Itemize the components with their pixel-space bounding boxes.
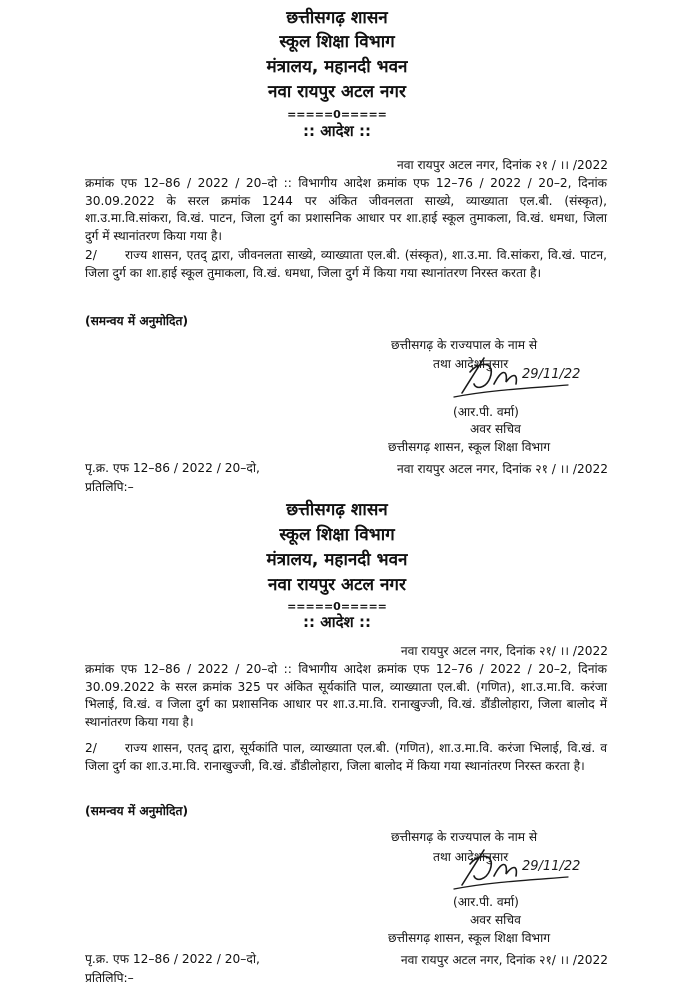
order-paragraph-1: क्रमांक एफ 12–86 / 2022 / 20–दो :: विभागीय आदेश क्रमांक एफ 12–76 / 2022 / 20–2, दिनांक 30.09.2022 के सरल क्रमांक 1244 पर अंकित जीवनलता साख्ये, व्याख्याता एल.बी. (संस्कृत), शा.उ.मा.वि.सांकरा, वि.खं. पाटन, जिला दुर्ग का प्रशासनिक आधार पर शा.हाई स्कूल तुमाकला, वि.खं. धमधा, जिला दुर्ग में स्थानांतरण किया गया है। <box>85 176 607 243</box>
signature-by-order: तथा आदेशानुसार <box>433 357 509 371</box>
header-government: छत्तीसगढ़ शासन <box>286 500 388 520</box>
paragraph-text: राज्य शासन, एतद् द्वारा, जीवनलता साख्ये, व्याख्याता एल.बी. (संस्कृत), शा.उ.मा. वि.सांकरा, वि.खं. पाटन, जिला दुर्ग का शा.हाई स्कूल तुमाकला, वि.खं. धमधा, जिला दुर्ग में किया गया स्थानांतरण निरस्त करता है। <box>85 248 607 280</box>
header-department: स्कूल शिक्षा विभाग <box>279 32 395 52</box>
place-date: नवा रायपुर अटल नगर, दिनांक २१ / ।। /2022 <box>396 158 608 172</box>
paragraph-number: 2/ <box>85 741 97 755</box>
handwritten-date: 29/11/22 <box>522 367 580 382</box>
approval-note: (समन्वय में अनुमोदित) <box>85 804 189 818</box>
order-title: :: आदेश :: <box>303 613 371 631</box>
signatory-department: छत्तीसगढ़ शासन, स्कूल शिक्षा विभाग <box>388 440 551 454</box>
order-paragraph-2 <box>85 247 607 282</box>
copy-to-label: प्रतिलिपि:– <box>85 971 134 985</box>
signature-by-name-of: छत्तीसगढ़ के राज्यपाल के नाम से <box>391 338 538 352</box>
place-date: नवा रायपुर अटल नगर, दिनांक २१/ ।। /2022 <box>400 644 608 658</box>
handwritten-signature <box>450 350 580 405</box>
copy-to-label: प्रतिलिपि:– <box>85 480 134 494</box>
signature-by-name-of: छत्तीसगढ़ के राज्यपाल के नाम से <box>391 830 538 844</box>
endorsement-date: नवा रायपुर अटल नगर, दिनांक २१/ ।। /2022 <box>400 953 608 967</box>
signatory-designation: अवर सचिव <box>470 913 521 927</box>
paragraph-text: राज्य शासन, एतद् द्वारा, सूर्यकांति पाल, व्याख्याता एल.बी. (गणित), शा.उ.मा.वि. करंजा भिलाई, वि.खं. व जिला दुर्ग का शा.उ.मा.वि. रानाखुज्जी, वि.खं. डौंडीलोहारा, जिला बालोद में किया गया स्थानांतरण निरस्त करता है। <box>85 741 607 773</box>
header-ministry: मंत्रालय, महानदी भवन <box>266 550 408 570</box>
header-government: छत्तीसगढ़ शासन <box>286 8 388 28</box>
header-city: नवा रायपुर अटल नगर <box>268 575 406 595</box>
endorsement-date: नवा रायपुर अटल नगर, दिनांक २१ / ।। /2022 <box>396 462 608 476</box>
order-paragraph-1: क्रमांक एफ 12–86 / 2022 / 20–दो :: विभागीय आदेश क्रमांक एफ 12–76 / 2022 / 20–2, दिनांक 30.09.2022 के सरल क्रमांक 325 पर अंकित सूर्यकांति पाल, व्याख्याता एल.बी. (गणित), शा.उ.मा.वि. करंजा भिलाई, वि.खं. व जिला दुर्ग का प्रशासनिक आधार पर शा.उ.मा.वि. रानाखुज्जी, वि.खं. डौंडीलोहारा, जिला बालोद में स्थानांतरण किया गया है। <box>85 662 607 729</box>
signature-by-order: तथा आदेशानुसार <box>433 850 509 864</box>
separator: =====0===== <box>287 108 387 121</box>
endorsement-number: पृ.क्र. एफ 12–86 / 2022 / 20–दो, <box>85 461 260 475</box>
header-city: नवा रायपुर अटल नगर <box>268 82 406 102</box>
signatory-name: (आर.पी. वर्मा) <box>453 405 519 419</box>
paragraph-number: 2/ <box>85 248 97 262</box>
approval-note: (समन्वय में अनुमोदित) <box>85 314 189 328</box>
handwritten-date: 29/11/22 <box>522 859 580 874</box>
signatory-department: छत्तीसगढ़ शासन, स्कूल शिक्षा विभाग <box>388 931 551 945</box>
handwritten-signature <box>450 842 580 897</box>
header-department: स्कूल शिक्षा विभाग <box>279 525 395 545</box>
order-paragraph-2 <box>85 740 607 775</box>
signatory-name: (आर.पी. वर्मा) <box>453 895 519 909</box>
separator: =====0===== <box>287 600 387 613</box>
endorsement-number: पृ.क्र. एफ 12–86 / 2022 / 20–दो, <box>85 952 260 966</box>
signatory-designation: अवर सचिव <box>470 422 521 436</box>
header-ministry: मंत्रालय, महानदी भवन <box>266 57 408 77</box>
order-title: :: आदेश :: <box>303 122 371 140</box>
